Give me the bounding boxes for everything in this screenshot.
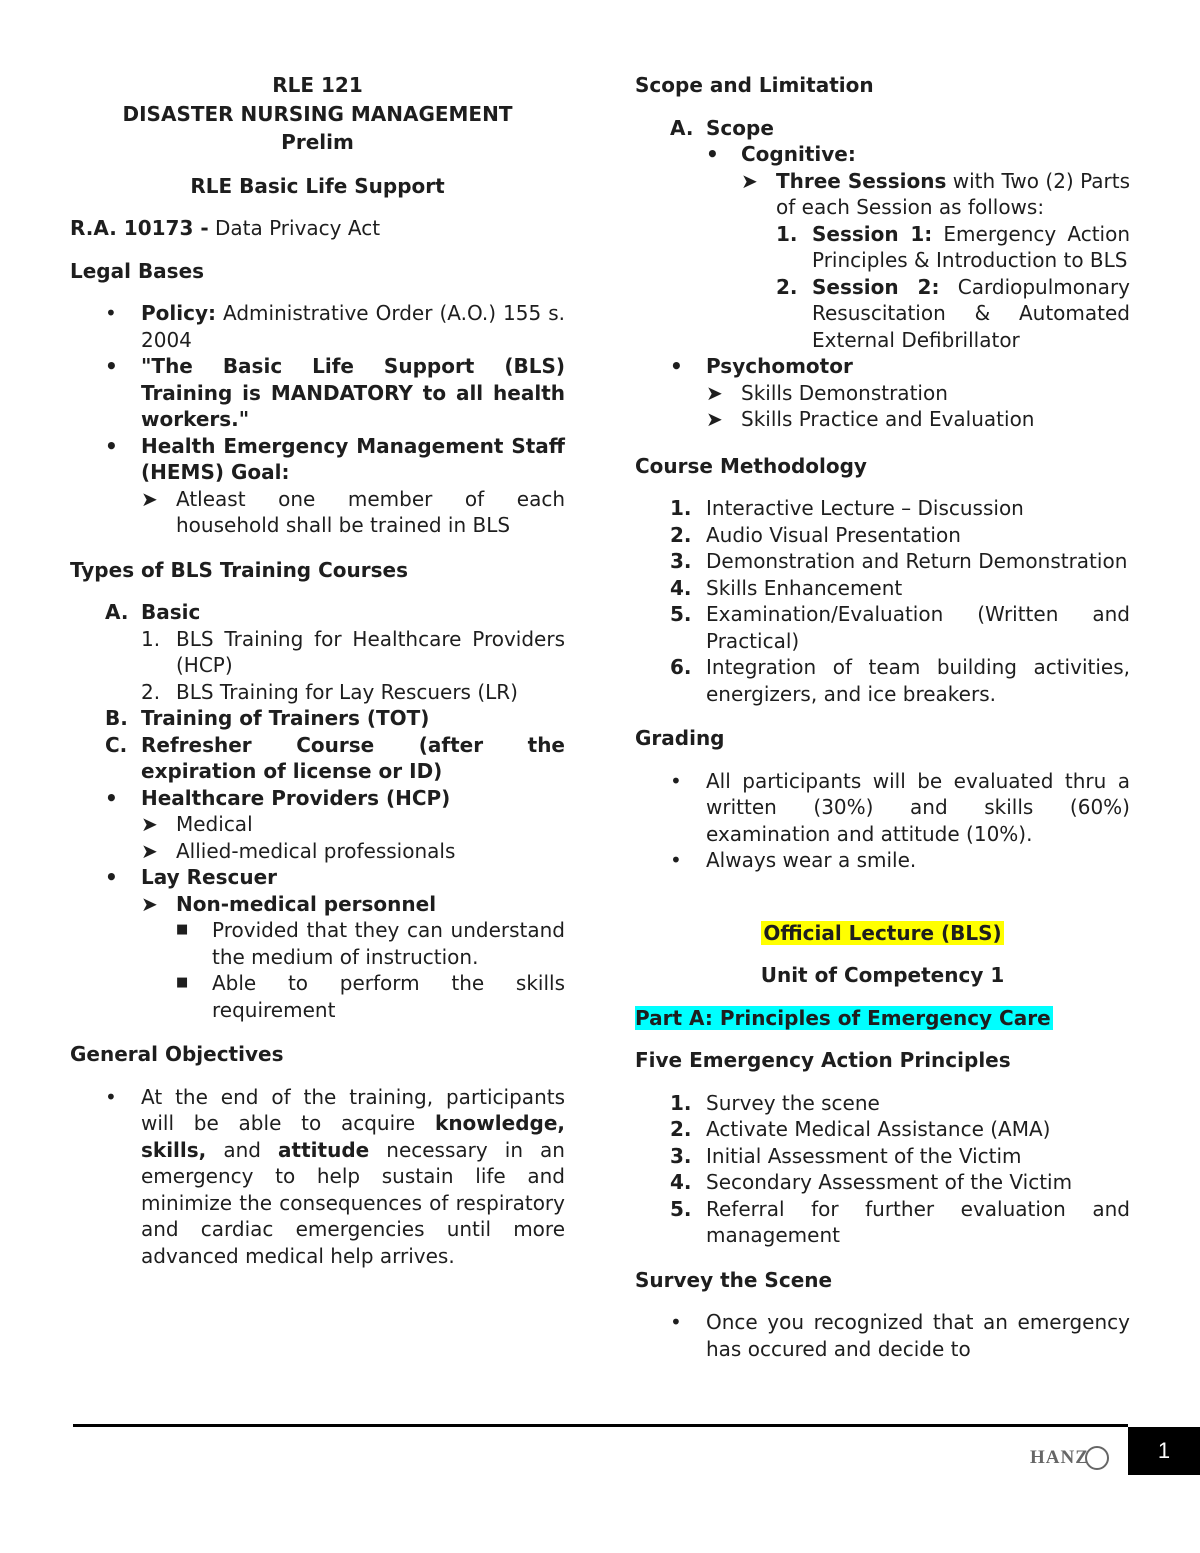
ra-name: Data Privacy Act: [214, 216, 381, 240]
three-sessions-text: with Two (2) Parts of each Session as follows:: [776, 168, 1130, 219]
hcp-label: Healthcare Providers (HCP): [141, 785, 451, 810]
principle-item: Initial Assessment of the Victim: [706, 1143, 1022, 1168]
course-code: RLE 121: [272, 73, 363, 97]
list-item: [635, 115, 1130, 142]
list-item: [70, 917, 565, 970]
survey-text: Once you recognized that an emergency has occured and decide to: [706, 1310, 1130, 1361]
list-item: [70, 300, 565, 353]
list-item: [635, 1090, 1130, 1117]
list-marker: 1.: [776, 221, 798, 246]
list-item: [70, 864, 565, 891]
methodology-item: Audio Visual Presentation: [706, 522, 961, 547]
list-item: [635, 141, 1130, 168]
list-item: [70, 785, 565, 812]
objective-text: necessary in an emergency to help sustain life and minimize the consequences of respiratory and cardiac emergencies until more advanced medical help arrives.: [141, 1137, 565, 1268]
list-marker: B.: [105, 706, 128, 730]
lay-item: Able to perform the skills requirement: [212, 971, 565, 1022]
list-marker: 4.: [670, 1170, 692, 1194]
list-item: [635, 1169, 1130, 1196]
ra-code: R.A. 10173 -: [70, 216, 209, 240]
bullet-icon: [105, 300, 117, 327]
list-marker: A.: [105, 600, 129, 624]
hcp-item: Medical: [176, 812, 253, 836]
data-privacy-line: [70, 215, 565, 242]
list-item: [635, 548, 1130, 575]
scope-label: Scope: [706, 115, 774, 140]
list-marker: 2.: [670, 522, 692, 547]
list-item: [70, 626, 565, 679]
list-item: [70, 838, 565, 865]
arrow-bullet-icon: ➤: [741, 168, 758, 193]
official-lecture-title: [635, 920, 1130, 947]
term: Prelim: [281, 130, 354, 154]
footer-rule: [73, 1424, 1128, 1427]
list-marker: 4.: [670, 575, 692, 600]
list-item: [70, 705, 565, 732]
official-lecture-highlight: Official Lecture (BLS): [763, 920, 1002, 945]
list-item: [635, 575, 1130, 602]
methodology-item: Interactive Lecture – Discussion: [706, 496, 1024, 520]
page-number: 1: [1128, 1427, 1200, 1475]
part-a-title: [635, 1005, 1130, 1032]
list-item: [635, 1196, 1130, 1249]
list-marker: 2.: [141, 679, 161, 704]
lay-label: Lay Rescuer: [141, 865, 278, 889]
list-item: [635, 654, 1130, 707]
list-item: [70, 1084, 565, 1270]
subtitle: RLE Basic Life Support: [190, 173, 445, 198]
grading-item: Always wear a smile.: [706, 848, 917, 872]
lay-sub: Non-medical personnel: [176, 891, 437, 916]
principle-item: Activate Medical Assistance (AMA): [706, 1117, 1051, 1141]
list-item: [70, 732, 565, 785]
survey-heading: Survey the Scene: [635, 1267, 833, 1292]
principle-item: Referral for further evaluation and management: [706, 1196, 1130, 1247]
basic-item: BLS Training for Healthcare Providers (HCP): [176, 626, 565, 677]
hems-sub: Atleast one member of each household shall be trained in BLS: [176, 486, 565, 537]
list-item: [635, 1116, 1130, 1143]
objectives-heading: General Objectives: [70, 1042, 284, 1066]
arrow-bullet-icon: ➤: [141, 891, 158, 916]
list-item: [635, 353, 1130, 380]
psycho-item: Skills Practice and Evaluation: [741, 407, 1035, 431]
list-item: [635, 221, 1130, 274]
session-text: Emergency Action Principles & Introduction to BLS: [812, 221, 1130, 272]
five-principles-heading: Five Emergency Action Principles: [635, 1048, 1011, 1072]
list-marker: 3.: [670, 549, 692, 573]
objective-attitude: attitude: [278, 1137, 370, 1162]
principle-item: Survey the scene: [706, 1090, 880, 1115]
list-item: [635, 847, 1130, 874]
bullet-icon: [670, 353, 683, 380]
objective-comma: ,: [557, 1111, 565, 1135]
list-item: [635, 1143, 1130, 1170]
list-item: [70, 433, 565, 486]
list-marker: A.: [670, 115, 694, 140]
bullet-icon: [670, 1309, 682, 1336]
objective-knowledge: knowledge: [435, 1111, 558, 1135]
bullet-icon: [105, 785, 118, 812]
bullet-icon: [105, 864, 118, 891]
objective-skills: skills,: [141, 1137, 207, 1162]
list-item: [635, 380, 1130, 407]
tot-label: Training of Trainers (TOT): [141, 706, 430, 730]
bullet-icon: [670, 847, 682, 874]
arrow-bullet-icon: ➤: [141, 812, 158, 836]
arrow-bullet-icon: ➤: [706, 407, 723, 431]
list-marker: 1.: [141, 626, 161, 651]
basic-item: BLS Training for Lay Rescuers (LR): [176, 679, 518, 704]
course-title: DISASTER NURSING MANAGEMENT: [122, 101, 513, 126]
unit-title: Unit of Competency 1: [760, 963, 1005, 987]
list-marker: 5.: [670, 602, 692, 626]
list-marker: 6.: [670, 655, 692, 679]
arrow-bullet-icon: ➤: [141, 486, 158, 511]
types-heading: Types of BLS Training Courses: [70, 557, 408, 582]
grading-heading: Grading: [635, 726, 725, 750]
grading-item: All participants will be evaluated thru a written (30%) and skills (60%) examination and attitude (10%).: [706, 768, 1130, 846]
hanz-logo: [1030, 1446, 1120, 1474]
psycho-item: Skills Demonstration: [741, 380, 948, 405]
list-item: [70, 486, 565, 539]
list-marker: 3.: [670, 1143, 692, 1168]
three-sessions: Three Sessions: [776, 168, 947, 193]
part-a-highlight: Part A: Principles of Emergency Care: [635, 1005, 1051, 1030]
refresher-label: Refresher Course (after the expiration of license or ID): [141, 732, 565, 783]
methodology-heading: Course Methodology: [635, 453, 867, 478]
list-marker: C.: [105, 732, 128, 757]
methodology-item: Examination/Evaluation (Written and Practical): [706, 602, 1130, 653]
list-marker: 1.: [670, 496, 692, 520]
list-item: [70, 811, 565, 838]
bullet-icon: [105, 433, 118, 460]
square-bullet-icon: ■: [176, 922, 189, 937]
mandatory-text: "The Basic Life Support (BLS) Training is MANDATORY to all health workers.": [141, 354, 565, 431]
bullet-icon: [706, 141, 719, 168]
right-column: [635, 70, 1130, 1362]
hcp-item: Allied-medical professionals: [176, 838, 456, 863]
list-item: [635, 768, 1130, 848]
list-item: [635, 495, 1130, 522]
bullet-icon: [105, 1084, 117, 1111]
lay-item: Provided that they can understand the medium of instruction.: [212, 918, 565, 969]
scope-heading: Scope and Limitation: [635, 73, 874, 97]
methodology-item: Integration of team building activities, energizers, and ice breakers.: [706, 655, 1130, 706]
objective-and: and: [223, 1137, 261, 1162]
arrow-bullet-icon: ➤: [706, 380, 723, 405]
left-column: [70, 70, 565, 1269]
list-item: [70, 970, 565, 1023]
list-item: [635, 274, 1130, 354]
arrow-bullet-icon: ➤: [141, 838, 158, 863]
list-marker: 2.: [670, 1117, 692, 1141]
session-text: Cardiopulmonary Resuscitation & Automated External Defibrillator: [812, 274, 1130, 352]
methodology-item: Skills Enhancement: [706, 575, 903, 600]
list-item: [70, 599, 565, 626]
cognitive-label: Cognitive:: [741, 142, 856, 166]
session-label: Session 1:: [812, 221, 933, 246]
principle-item: Secondary Assessment of the Victim: [706, 1170, 1073, 1194]
bullet-icon: [105, 353, 118, 380]
list-item: [635, 522, 1130, 549]
list-marker: 2.: [776, 274, 798, 299]
psychomotor-label: Psychomotor: [706, 354, 853, 378]
list-marker: 1.: [670, 1090, 692, 1115]
bullet-icon: [670, 768, 682, 795]
policy-label: Policy:: [141, 301, 216, 325]
smiley-icon: [1085, 1446, 1109, 1470]
square-bullet-icon: ■: [176, 975, 189, 990]
list-item: [70, 679, 565, 706]
objective-text: At the end of the training, participants will be able to acquire: [141, 1084, 565, 1135]
session-label: Session 2:: [812, 274, 940, 299]
list-item: [635, 601, 1130, 654]
methodology-item: Demonstration and Return Demonstration: [706, 549, 1128, 573]
logo-text: HANZ: [1030, 1447, 1089, 1468]
list-item: [70, 891, 565, 918]
list-item: [635, 1309, 1130, 1362]
list-item: [70, 353, 565, 433]
list-item: [635, 168, 1130, 221]
policy-text: Administrative Order (A.O.) 155 s. 2004: [141, 301, 566, 352]
list-marker: 5.: [670, 1196, 692, 1221]
legal-bases-heading: Legal Bases: [70, 258, 205, 283]
list-item: [635, 406, 1130, 433]
basic-label: Basic: [141, 600, 201, 624]
hems-text: Health Emergency Management Staff (HEMS) Goal:: [141, 433, 565, 484]
